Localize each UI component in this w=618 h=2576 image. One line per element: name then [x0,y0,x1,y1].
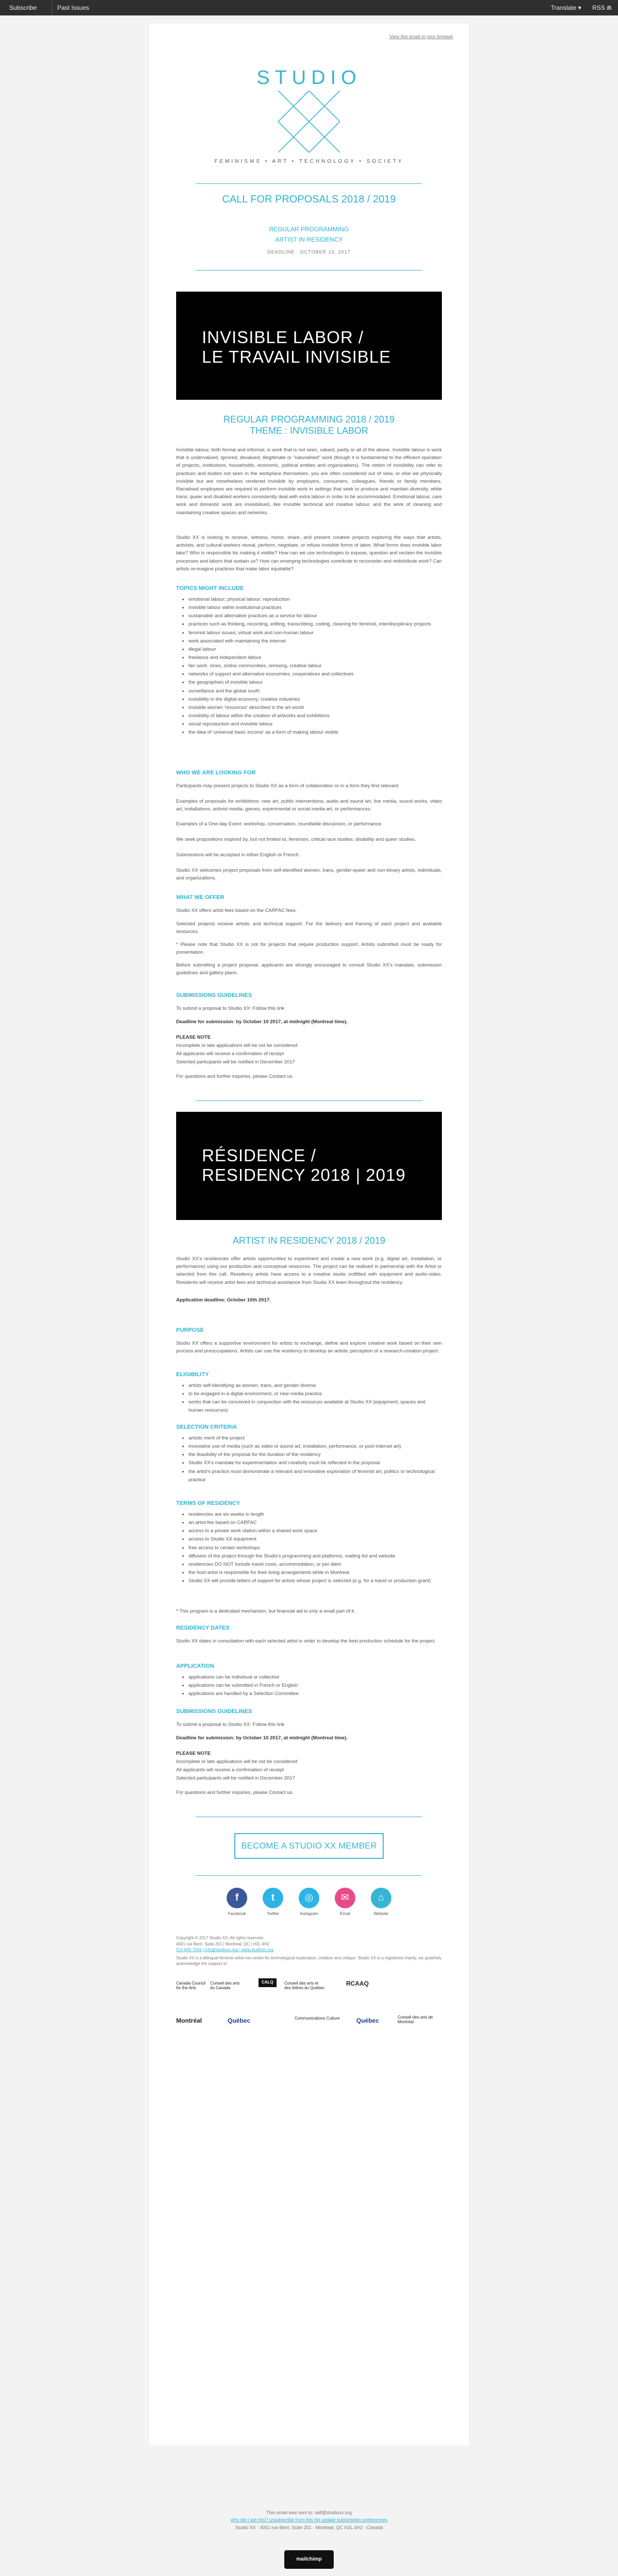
application-item: • applications can be submitted in French or English [188,1682,439,1690]
social-links [224,1888,394,1924]
banner-line-2: LE TRAVAIL INVISIBLE [202,347,391,366]
eligibility-list [181,1382,439,1415]
topic-item: • emotional labour; physical labour; reproduction [188,596,439,604]
header-deadline: DEADLINE : OCTOBER 10, 2017 [267,249,351,255]
terms-item: • an artist fee based on CARFAC [188,1519,439,1527]
topic-item: • social reproduction and invisible labour [188,720,439,728]
eligibility-item: • to be engaged in a digital environment, or new media practice [188,1390,439,1398]
eligibility-item: • artists self-identifying as women, trans, and gender diverse [188,1382,439,1390]
terms-list [181,1511,439,1585]
topic-item: • the idea of 'universal basic income' as a form of making labour visible [188,728,439,737]
divider [196,1100,422,1101]
social-label: Instagram [300,1911,318,1916]
instagram-icon: ◎ [299,1888,319,1908]
offer-para-1: Studio XX offers artist fees based on the CARFAC fees. [176,908,297,913]
view-in-browser-link[interactable]: View this email in your browser [389,34,453,39]
footer-sent-to: This email was sent to: self@studioxx.org [266,2510,352,2515]
terms-item: • Studio XX will provide letters of support for artists whose project is selected (e.g. for a travel or production grant) [188,1577,439,1585]
topic-item: • surveillance and the global south [188,687,439,696]
offer-para-4: Before submitting a project proposal, applicants are strongly encouraged to consult Studio XX's mandate, submission guidelines and gallery plans. [176,962,442,976]
submissions-heading: SUBMISSIONS GUIDELINES [176,992,252,998]
regular-theme: THEME : INVISIBLE LABOR [249,426,369,436]
email-icon: ✉ [335,1888,355,1908]
top-bar [0,0,618,15]
rcaaq-logo: RCAAQ [346,1980,369,1987]
translate-dropdown[interactable]: Translate ▾ [551,4,581,11]
topic-item: • sustainable and alternative practices as a service for labour [188,612,439,620]
facebook-icon: f [227,1888,247,1908]
topic-item: • networks of support and alternative economies; cooperatives and collectives [188,670,439,679]
subscribe-link[interactable]: Subscribe [9,4,37,11]
selection-item: • the artist's practice must demonstrate a relevant and innovative exploration of feminist art, politics or technological practice [188,1468,439,1484]
offer-para-3: * Please note that Studio XX is not for projects that require production support. Artists submitted must be ready for presentation. [176,942,442,956]
social-label: Facebook [228,1911,246,1916]
topic-item: • freelance and independent labour [188,654,439,662]
social-label: Website [373,1911,389,1916]
invisible-labor-banner [176,292,442,400]
eligibility-item: • works that can be conceived in conjunction with the resources available at Studio XX (equipment, spaces and human resources) [188,1398,439,1415]
please-note: PLEASE NOTE [176,1035,211,1040]
terms-note: * This program is a dedicated mechanism, but financial aid is only a small part of it. [176,1608,355,1614]
topic-item: • illegal labour [188,646,439,654]
montreal-logo: Montréal [176,2017,202,2024]
footer [0,2509,618,2531]
topic-item: • feminist labour issues; virtual work and non-human labour [188,629,439,637]
res-note-3: Selected participants will be notified in December 2017 [176,1775,295,1781]
header-line-residency: ARTIST IN RESIDENCY [275,236,343,243]
cam-logo: Conseil des arts de Montréal [398,2015,433,2024]
terms-item: • the host artist is responsible for their living arrangements while in Montreal [188,1569,439,1577]
res-submissions-deadline: Deadline for submission: by October 10 2017, at midnight (Montreal time). [176,1735,348,1741]
selection-item: • Studio XX's mandate for experimentation and creativity must be reflected in the proposal [188,1459,439,1467]
social-twitter-link[interactable] [260,1888,286,1916]
become-member-button[interactable]: BECOME A STUDIO XX MEMBER [234,1833,384,1859]
topic-item: • invisible women 'resources' described in the art world [188,704,439,712]
res-note-2: All applicants will receive a confirmation of receipt [176,1767,284,1773]
footer-links[interactable]: why did I get this? unsubscribe from this list update subscription preferences [230,2517,388,2523]
res-submissions-heading: SUBMISSIONS GUIDELINES [176,1708,252,1715]
regular-intro-2: Studio XX is looking to receive, witness, honor, share, and present creative projects exploring the ways that artists, activists, and cultural workers reveal, perform, negotiate, or refuse invisible forms of labor. What forms does invisible labor take? Who is responsible for making it visible? How can we use technologies to expose, question and reclaim the invisible processes and labors that sustain us? How can emerging technologies contribute to reconsider and redistribute work? Can artists re-imagine practices that make labor equitable? [176,535,442,572]
who-heading: WHO WE ARE LOOKING FOR [176,770,256,776]
offer-para-2: Selected projects receive artistic and technical support. For the delivery and framing of each project and available resources. [176,921,442,935]
terms-heading: TERMS OF RESIDENCY [176,1500,241,1506]
who-para-6: Studio XX welcomes project proposals from self-identified women, trans, gender-queer and non-binary artists, individuals, and organizations. [176,868,442,882]
residency-banner [176,1112,442,1220]
topic-item: • invisible labour within institutional practices [188,604,439,612]
topics-list [181,596,439,737]
residency-app-deadline: Application deadline: October 10th 2017. [176,1297,271,1303]
copyright: Copyright © 2017 Studio XX, All rights reserved. [176,1936,264,1940]
legal-block [176,1935,442,1967]
who-para-2: Examples of proposals for exhibitions: new art, public interventions, audio and sound art, live media, sound works, video art, installations, activist media, games, experimental or social media art, or performances. [176,799,442,812]
terms-item: • free access to certain workshops [188,1544,439,1552]
topic-item: • practices such as thinking, recording, editing, transcribing, coding, cleaning for feminist, interdisciplinary projects [188,620,439,629]
topic-item: • invisibility in the digital economy; creative industries [188,696,439,704]
terms-item: • access to Studio XX equipment [188,1535,439,1544]
topics-heading: TOPICS MIGHT INCLUDE [176,585,244,591]
purpose-heading: PURPOSE [176,1327,204,1333]
social-website-link[interactable] [368,1888,394,1916]
email-body [149,24,469,2445]
topic-item: • invisibility of labour within the creation of artworks and exhibitions [188,712,439,720]
banner-line-1: INVISIBLE LABOR / [202,328,364,347]
topic-item: • fan work: zines, online communities, remixing, creative labour [188,662,439,670]
application-list [181,1673,439,1698]
top-bar-right [542,0,612,15]
dates-para: Studio XX dates in consultation with each selected artist in order to develop the best production schedule for the project. [176,1638,436,1644]
conseil-arts-canada-logo: Conseil des arts du Canada [210,1981,240,1990]
divider [196,183,422,184]
social-label: Twitter [267,1911,279,1916]
logo-xx-icon [278,91,340,152]
regular-intro: Invisible labour, both formal and informal, is work that is not seen, valued, partly or all of the above. Invisible labour is work that is undervalued, ignored, devalued, illegitimate or "naturalised" work (though it is fundamental to the efficient operation of projects, institutions, households, economic, political entities and organizations). The notion of invisibility can refer to practices and bodies not seen in the workplace themselves, you are often considered out of view, or else we physically invisible but are nonetheless rendered invisible by employers, consumers, colleagues, friends or family members. Racialised employees are required to perform invisible work in settings that seek to produce and maintain diversity, while trans, queer and disabled workers consistently deal with extra labour in order to be accommodated. Emotional labour, care work and domestic work are invisibilised, like invisible technical and creative labour, and the work of cleaning and maintaining creative spaces and networks. [176,447,442,516]
charity-note: Studio XX is a bilingual feminist artist-run centre for technological exploration, creation and critique. Studio XX is a registered charity, we gratefully acknowledge the support of: [176,1955,442,1967]
social-email-link[interactable] [332,1888,358,1916]
twitter-icon: t [263,1888,283,1908]
regular-title: REGULAR PROGRAMMING 2018 / 2019 [223,414,395,425]
residency-intro: Studio XX's residencies offer artists opportunities to experiment and create a new work (e.g. digital art, installation, or performance) using our production and conceptual resources. The project can be realised in partnership with the Artist or selected from this call. Residency artists have access to a creative studio outfitted with equipment and audio-video. Residents will receive artist fees and technical assistance from Studio XX team throughout the residency. [176,1256,442,1285]
call-title: CALL FOR PROPOSALS 2018 / 2019 [222,194,396,205]
social-label: Email [339,1911,350,1916]
selection-item: • artistic merit of the project [188,1434,439,1443]
note-2: All applicants will receive a confirmation of receipt [176,1051,284,1057]
footer-address: Studio XX · 4001 rue Berri, Suite 201 · Montreal, QC H2L 4H2 · Canada [235,2524,383,2530]
banner-line-2: RESIDENCY 2018 | 2019 [202,1165,406,1184]
partner-logos [176,1976,442,2048]
divider [196,1875,422,1876]
logo-wordmark: STUDIO [256,67,362,89]
website-icon: ⌂ [371,1888,391,1908]
who-para-1: Participants may present projects to Studio XX as a form of collaboration or in a form they find relevant. [176,783,400,789]
topic-item: • work associated with maintaining the internet [188,637,439,646]
application-item: • applications are handled by a Selection Committee [188,1690,439,1698]
application-item: • applications can be individual or collective [188,1673,439,1682]
res-submissions-link-line[interactable]: To submit a proposal to Studio XX: Follow this link [176,1722,285,1727]
logo-tagline: FEMINISMS • ART • TECHNOLOGY • SOCIETY [214,159,404,164]
quebec-logo-2: Québec [356,2017,380,2024]
mailchimp-badge[interactable]: mailchimp [284,2550,334,2569]
who-para-4: We seek propositions inspired by, but not limited to, feminism, critical race studies, disability and queer studies. [176,837,416,842]
note-4[interactable]: For questions and further inquiries, please Contact us. [176,1074,294,1079]
terms-item: • access to a private work station within a shared work space [188,1527,439,1535]
submissions-link-line[interactable]: To submit a proposal to Studio XX: Follow this link [176,1006,285,1011]
past-issues-link[interactable]: Past Issues [52,0,94,15]
who-para-5: Submissions will be accepted in either English or French. [176,852,300,858]
who-para-3: Examples of a One-day Event: workshop, conversation, roundtable discussion, or performance. [176,821,383,827]
calq-logo: CALQ [259,1978,277,1987]
contact-line[interactable]: 514 845-7934 | info@studioxx.org | www.studioxx.org [176,1947,273,1953]
res-note-4[interactable]: For questions and further inquiries, please Contact us. [176,1790,294,1795]
selection-list [181,1434,439,1484]
note-3: Selected participants will be notified in December 2017 [176,1059,295,1065]
canada-council-logo: Canada Council for the Arts [176,1981,205,1990]
communications-culture-logo: Communications Culture [295,2016,340,2021]
note-1: Incomplete or late applications will be not be considered [176,1043,298,1048]
selection-item: • innovative use of media (such as video or sound art, installation, performance, or post-Internet art) [188,1443,439,1451]
social-instagram-link[interactable] [296,1888,322,1916]
address: 4001 rue Berri, Suite 201 | Montreal, QC | H2L 4H2 [176,1941,269,1946]
res-note-1: Incomplete or late applications will be not be considered [176,1759,298,1765]
res-please-note: PLEASE NOTE [176,1751,211,1756]
offer-heading: WHAT WE OFFER [176,894,225,901]
purpose-para: Studio XX offers a supportive environment for artists to exchange, define and explore creative work based on their own process and preoccupations. Artists can use the residency to develop an artistic perception of a research-creation project. [176,1341,442,1354]
banner-line-1: RÉSIDENCE / [202,1146,316,1165]
calq-name: Conseil des arts et des lettres du Québec [284,1981,325,1990]
terms-item: • diffusion of the project through the Studio's programming and platforms, mailing list and website [188,1552,439,1561]
terms-item: • residencies are six weeks in length [188,1511,439,1519]
dates-heading: RESIDENCY DATES [176,1625,230,1631]
rss-link[interactable]: RSS ⋒ [592,4,612,11]
header-line-regular: REGULAR PROGRAMMING [269,226,349,233]
application-heading: APPLICATION [176,1663,214,1669]
submissions-deadline: Deadline for submission: by October 10 2017, at midnight (Montreal time). [176,1019,348,1025]
eligibility-heading: ELIGIBILITY [176,1371,209,1378]
topic-item: • the geographies of invisible labour [188,679,439,687]
selection-item: • the feasibility of the proposal for the duration of the residency [188,1451,439,1459]
selection-heading: SELECTION CRITERIA [176,1424,237,1430]
terms-item: • residencies DO NOT include travel costs, accommodation, or per diem [188,1561,439,1569]
social-facebook-link[interactable] [224,1888,250,1916]
quebec-logo-1: Québec [228,2017,251,2024]
residency-title: ARTIST IN RESIDENCY 2018 / 2019 [232,1235,386,1246]
